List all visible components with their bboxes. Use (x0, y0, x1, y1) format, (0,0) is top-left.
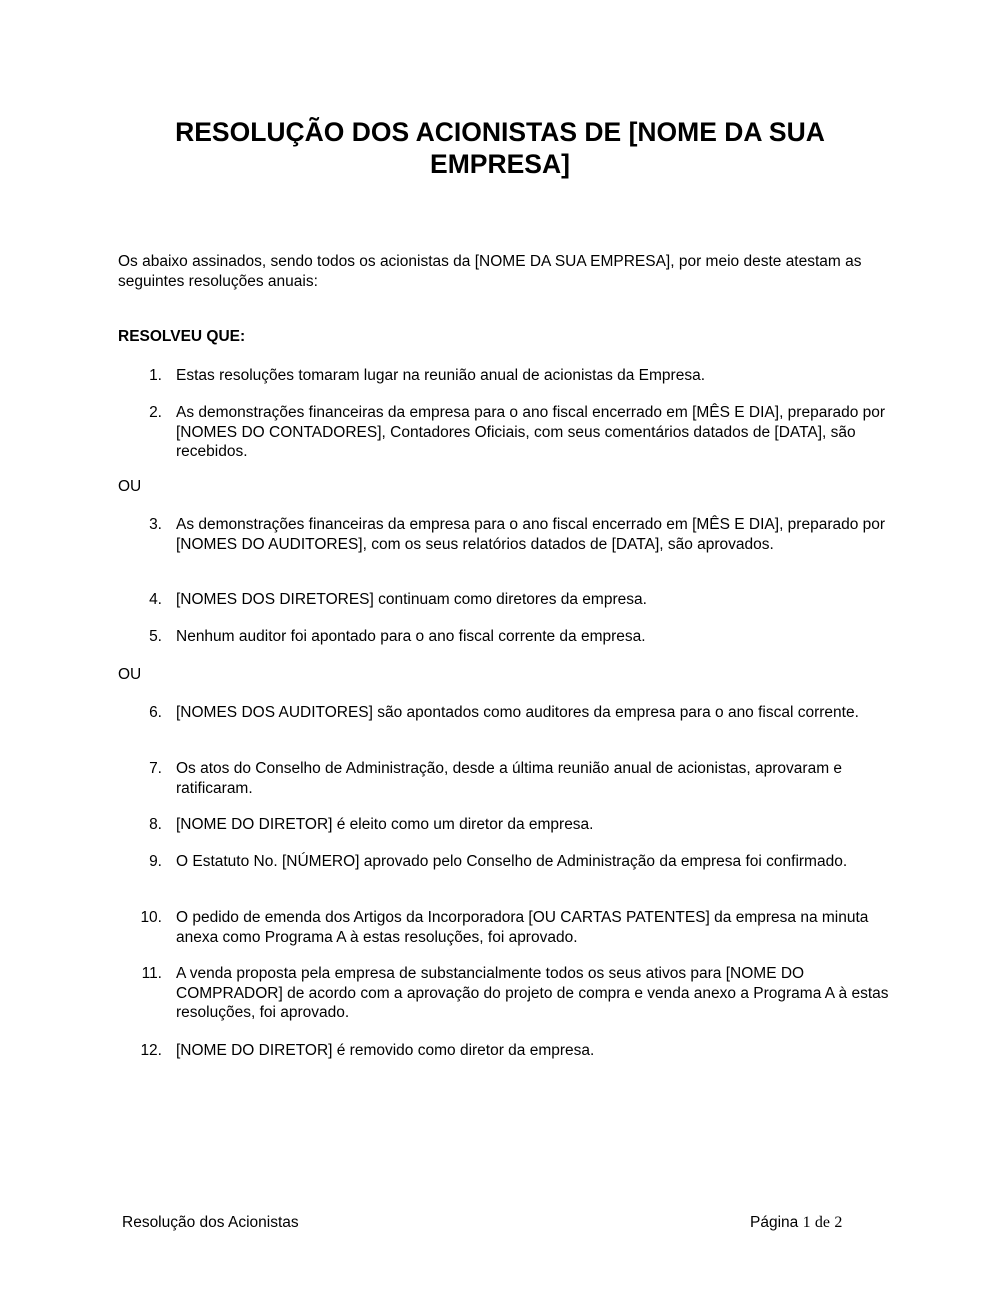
resolution-item (118, 908, 898, 947)
resolution-item (118, 590, 898, 610)
item-number: 2. (149, 404, 162, 421)
item-text: Nenhum auditor foi apontado para o ano fiscal corrente da empresa. (176, 628, 646, 645)
item-text: As demonstrações financeiras da empresa para o ano fiscal encerrado em [MÊS E DIA], preparado por [NOMES DO CONTADORES], Contadores Oficiais, com seus comentários datados de [DATA], são recebidos. (176, 404, 886, 460)
page-label: Página (750, 1214, 799, 1231)
resolution-item (118, 627, 898, 647)
item-text: As demonstrações financeiras da empresa para o ano fiscal encerrado em [MÊS E DIA], preparado por [NOMES DO AUDITORES], com os seus relatórios datados de [DATA], são aprovados. (176, 516, 886, 553)
resolved-heading: RESOLVEU QUE: (118, 328, 246, 345)
item-text: Estas resoluções tomaram lugar na reunião anual de acionistas da Empresa. (176, 367, 706, 384)
page-separator: de (814, 1214, 830, 1231)
item-text: [NOME DO DIRETOR] é removido como diretor da empresa. (176, 1042, 595, 1059)
footer-page-number (750, 1213, 842, 1233)
item-number: 6. (149, 704, 162, 721)
resolution-item (118, 852, 898, 872)
page-current: 1 (802, 1214, 811, 1231)
item-text: [NOME DO DIRETOR] é eleito como um diretor da empresa. (176, 816, 594, 833)
resolution-item (118, 1041, 898, 1061)
resolution-item (118, 964, 898, 1023)
item-number: 5. (149, 628, 162, 645)
item-number: 7. (149, 760, 162, 777)
item-text: O Estatuto No. [NÚMERO] aprovado pelo Conselho de Administração da empresa foi confirmado. (176, 853, 848, 870)
or-separator: OU (118, 666, 142, 683)
document-title: RESOLUÇÃO DOS ACIONISTAS DE [NOME DA SUA EMPRESA] (175, 117, 825, 179)
page-total: 2 (834, 1214, 843, 1231)
or-separator: OU (118, 478, 142, 495)
item-text: A venda proposta pela empresa de substancialmente todos os seus ativos para [NOME DO COMPRADOR] de acordo com a aprovação do projeto de compra e venda anexo a Programa A à estas resoluções, foi aprovado. (176, 965, 889, 1021)
item-text: Os atos do Conselho de Administração, desde a última reunião anual de acionistas, aprovaram e ratificaram. (176, 760, 843, 797)
resolution-item (118, 703, 898, 723)
item-text: [NOMES DOS AUDITORES] são apontados como auditores da empresa para o ano fiscal corrente. (176, 704, 859, 721)
resolution-item (118, 515, 898, 554)
item-number: 9. (149, 853, 162, 870)
item-number: 3. (149, 516, 162, 533)
item-number: 1. (149, 367, 162, 384)
item-text: [NOMES DOS DIRETORES] continuam como diretores da empresa. (176, 591, 647, 608)
resolution-item (118, 759, 898, 798)
resolution-item (118, 366, 898, 386)
resolution-item (118, 815, 898, 835)
item-number: 10. (140, 909, 162, 926)
item-number: 12. (140, 1042, 162, 1059)
resolution-item (118, 403, 898, 462)
item-number: 11. (141, 965, 162, 982)
item-number: 8. (149, 816, 162, 833)
intro-paragraph: Os abaixo assinados, sendo todos os acionistas da [NOME DA SUA EMPRESA], por meio deste atestam as seguintes resoluções anuais: (118, 253, 862, 290)
footer-document-name: Resolução dos Acionistas (122, 1214, 299, 1231)
item-text: O pedido de emenda dos Artigos da Incorporadora [OU CARTAS PATENTES] da empresa na minuta anexa como Programa A à estas resoluções, foi aprovado. (176, 909, 869, 946)
item-number: 4. (149, 591, 162, 608)
